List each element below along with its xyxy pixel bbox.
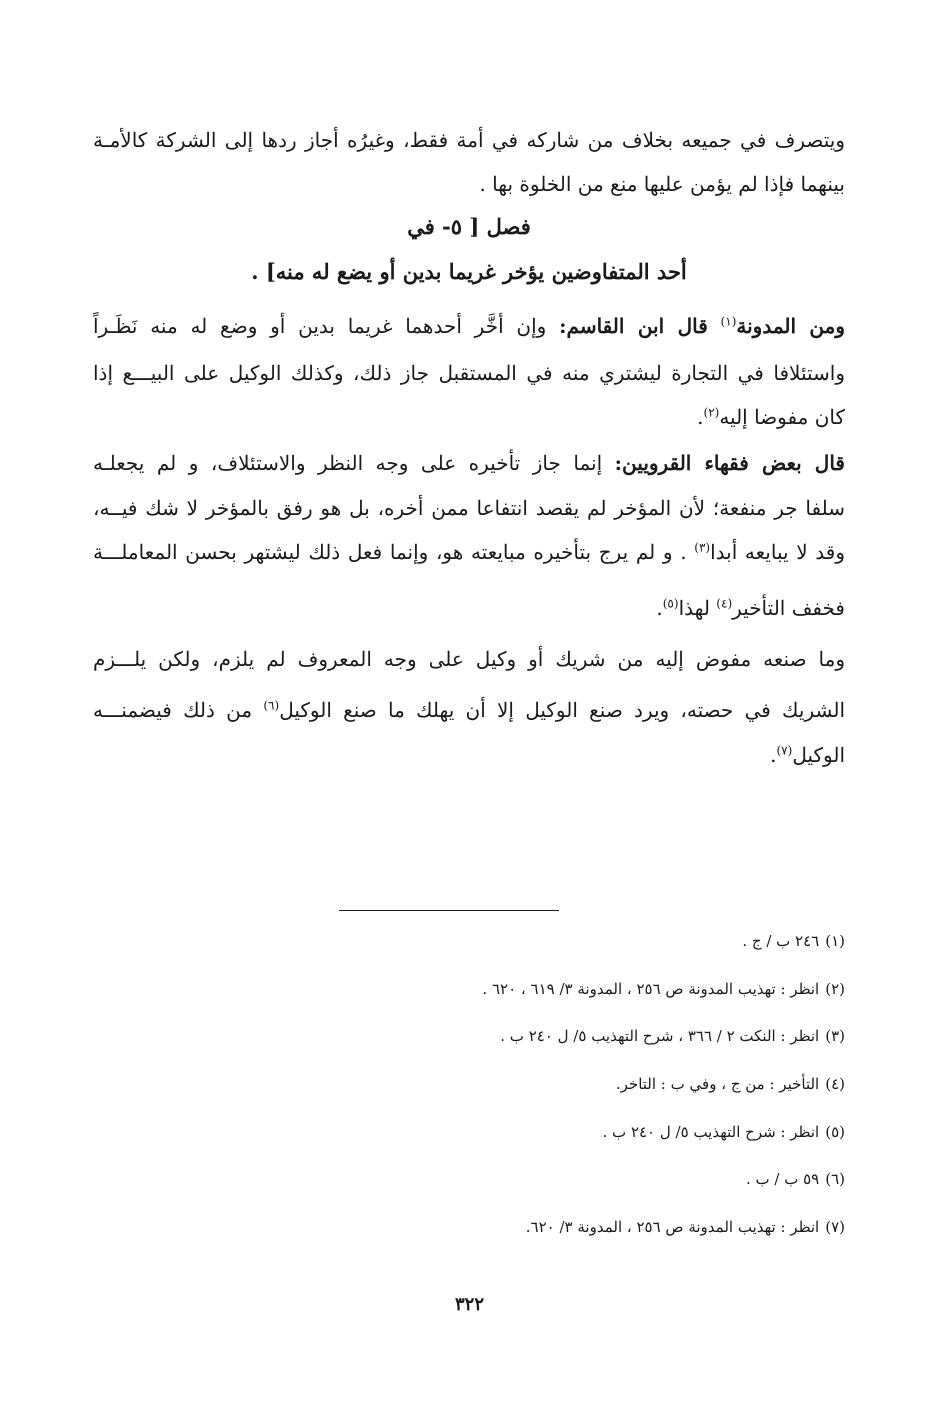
footnote-1 xyxy=(93,930,845,952)
paragraph-3-line-2: سلفا جر منفعة؛ لأن المؤخر لم يقصد انتفاعا ممن أخره، بل هو رفق بالمؤخر لا شك فيــه، xyxy=(93,496,845,520)
paragraph-4-line-3-text: الوكيل xyxy=(792,743,845,767)
paragraph-1-line-1: ويتصرف في جميعه بخلاف من شاركه في أمة فقط، وغيرُه أجاز ردها إلى الشركة كالأمـة xyxy=(93,128,846,152)
footnote-number: (٧) xyxy=(825,1218,845,1236)
footnote-text: التأخير : من ج ، وفي ب : التاخر. xyxy=(615,1075,820,1093)
source-label: ومن المدونة xyxy=(736,314,846,338)
footnote-number: (٥) xyxy=(825,1123,845,1141)
paragraph-2-line-1 xyxy=(93,312,845,340)
speaker-label: قال بعض فقهاء القرويين: xyxy=(614,451,845,475)
paragraph-3-line-4 xyxy=(93,594,845,622)
footnote-text: ٥٩ ب / ب . xyxy=(745,1170,820,1188)
footnote-number: (٦) xyxy=(825,1170,845,1188)
footnote-2 xyxy=(93,978,845,1000)
paragraph-2-line-3 xyxy=(93,403,845,431)
footnote-number: (٤) xyxy=(825,1075,845,1093)
paragraph-4-line-3 xyxy=(93,741,845,769)
paragraph-3-line-3 xyxy=(93,538,845,566)
footnote-text: انظر : تهذيب المدونة ص ٢٥٦ ، المدونة ٣/ ٦٢٠. xyxy=(525,1218,820,1236)
paragraph-2-line-1-text: وإن أخَّر أحدهما غريما بدين أو وضع له منه نَظَـراً xyxy=(93,314,547,338)
paragraph-3-line-4-rest: لهذا xyxy=(678,596,710,620)
footnote-number: (٢) xyxy=(825,980,845,998)
paragraph-3-line-1-text: إنما جاز تأخيره على وجه النظر والاستئلاف، و لم يجعلـه xyxy=(93,451,603,475)
paragraph-1-line-2: بينهما فإذا لم يؤمن عليها منع من الخلوة بها . xyxy=(479,172,845,196)
paragraph-3-line-1 xyxy=(93,449,845,477)
paragraph-4-line-2-rest: من ذلك فيضمنـــه xyxy=(93,698,253,722)
paragraph-2-line-3-text: كان مفوضا إليه xyxy=(719,405,845,429)
footnote-ref-3: (٣) xyxy=(694,540,711,555)
paragraph-4-line-3-end: . xyxy=(770,743,777,767)
footnote-6 xyxy=(93,1168,845,1190)
paragraph-2-line-2: واستئلافا في التجارة ليشتري منه في المستقبل جاز ذلك، وكذلك الوكيل على البيـــع إذا xyxy=(93,361,845,385)
paragraph-3-line-4-end: . xyxy=(656,596,663,620)
paragraph-3-line-3-rest: . و لم يرج بتأخيره مبايعته هو، وإنما فعل ذلك ليشتهر بحسن المعاملـــة xyxy=(93,540,687,564)
footnote-text: انظر : شرح التهذيب ٥/ ل ٢٤٠ ب . xyxy=(602,1123,820,1141)
speaker-label: قال ابن القاسم: xyxy=(559,314,708,338)
footnote-ref-2: (٢) xyxy=(703,405,720,420)
paragraph-2-line-3-end: . xyxy=(697,405,704,429)
footnote-4 xyxy=(93,1073,845,1095)
footnote-ref-4: (٤) xyxy=(716,596,733,611)
paragraph-4-line-2-text: الشريك في حصته، ويرد صنع الوكيل إلا أن يهلك ما صنع الوكيل xyxy=(279,698,846,722)
footnote-ref-6: (٦) xyxy=(263,698,280,713)
footnote-text: انظر : النكت ٢ / ٣٦٦ ، شرح التهذيب ٥/ ل ٢٤٠ ب . xyxy=(500,1027,820,1045)
section-heading-line-1: فصل [ ٥- في xyxy=(407,214,531,239)
footnote-5 xyxy=(93,1121,845,1143)
footnote-ref-1: (١) xyxy=(720,314,737,329)
section-heading-line-2: أحد المتفاوضين يؤخر غريما بدين أو يضع له منه] . xyxy=(251,259,687,284)
footnote-number: (٣) xyxy=(825,1027,845,1045)
paragraph-4-line-1: وما صنعه مفوض إليه من شريك أو وكيل على وجه المعروف لم يلزم، ولكن يلـــزم xyxy=(93,647,845,671)
paragraph-3-line-4-text: فخفف التأخير xyxy=(732,596,845,620)
page-number: ٣٢٢ xyxy=(454,1294,484,1315)
footnote-7 xyxy=(93,1216,845,1238)
paragraph-4-line-2 xyxy=(93,696,845,724)
footnote-ref-7: (٧) xyxy=(776,743,793,758)
footnote-number: (١) xyxy=(825,932,845,950)
footnote-3 xyxy=(93,1025,845,1047)
footnote-ref-5: (٥) xyxy=(662,596,679,611)
paragraph-3-line-3-text: وقد لا يبايعه أبدا xyxy=(710,540,845,564)
footnote-text: ٢٤٦ ب / ج . xyxy=(742,932,820,950)
footnote-separator xyxy=(339,910,559,911)
footnote-text: انظر : تهذيب المدونة ص ٢٥٦ ، المدونة ٣/ ٦١٩ ، ٦٢٠ . xyxy=(482,980,820,998)
